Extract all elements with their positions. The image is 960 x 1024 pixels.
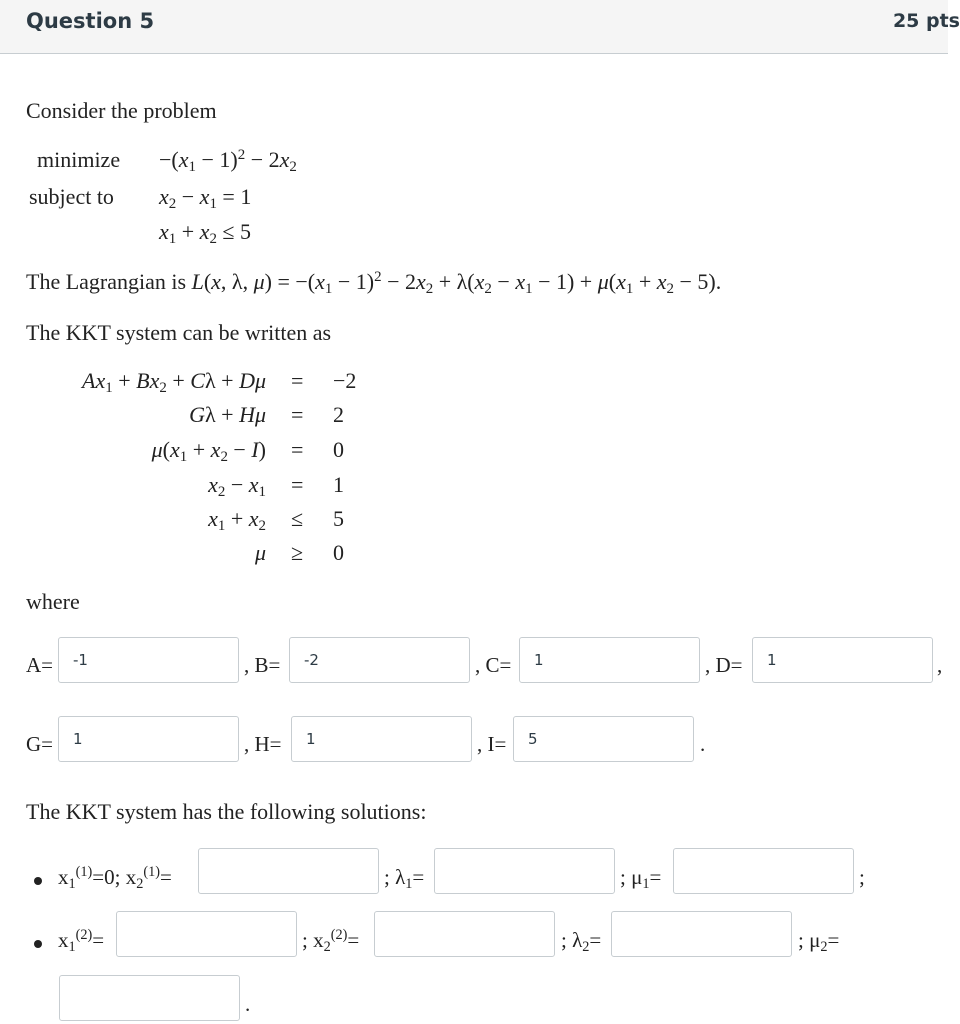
coef-b-input[interactable]: -2 [289,637,470,683]
coef-c-label: , C= [475,653,512,677]
solution-2-lambda-input[interactable] [611,911,792,957]
kkt-row2-rhs: 2 [333,402,344,427]
intro-text: Consider the problem [26,98,217,123]
coef-a-input[interactable]: -1 [58,637,239,683]
coef-a-label: A= [26,653,54,677]
kkt-row2-rel: = [291,402,304,427]
coef-d-label: , D= [705,653,743,677]
kkt-row6-rel: ≥ [291,540,304,565]
kkt-row6-lhs: μ [254,540,266,565]
coef-h-label: , H= [244,732,282,756]
question-header [0,0,960,54]
kkt-row4-lhs: $x_2 - x_1$ [208,472,266,501]
solution-1-x1-value: 0 [104,865,115,889]
question-title: Question 5 [26,9,155,33]
solution-1-x2-input[interactable] [198,848,379,894]
solution-2-period: . [245,992,251,1016]
solution-2-x2-label: ; $x_2^{(2)}=$ [302,927,360,955]
solution-1-x1-text: $x_1^{(1)}=0$; $x_2^{(1)}=$ [58,864,172,892]
kkt-row1-rhs: −2 [333,368,357,393]
minimize-label: minimize [37,147,121,172]
kkt-row1-rel: = [291,368,304,393]
solution-1-mu-input[interactable] [673,848,854,894]
constraint-inequality: $x_1 + x_2 \le 5$ [159,219,251,248]
solution-1-semicolon: ; [859,865,865,889]
solution-2-x1-input[interactable] [116,911,297,957]
kkt-row4-rhs: 1 [333,472,344,497]
objective-expression: $-(x_1 - 1)^2 - 2x_2$ [159,146,297,176]
solution-1-mu-label: ; $\mu_1=$ [620,865,662,892]
coef-i-label: , I= [477,732,507,756]
solution-1-bullet [34,877,42,885]
coef-g-label: G= [26,732,54,756]
kkt-row4-rel: = [291,472,304,497]
question-points: 25 pts [892,10,960,32]
coef-row1-comma: , [937,653,943,677]
coef-row2-period: . [700,732,706,756]
kkt-row5-rhs: 5 [333,506,344,531]
coef-h-input[interactable]: 1 [291,716,472,762]
constraint-equality: $x_2 - x_1 = 1$ [159,184,252,213]
solution-1-lambda-label: ; $\lambda_1=$ [384,865,425,892]
solution-2-lambda-label: ; $\lambda_2=$ [561,928,602,955]
coef-g-input[interactable]: 1 [58,716,239,762]
kkt-row5-rel: ≤ [291,506,304,531]
solution-1-lambda-input[interactable] [434,848,615,894]
coef-b-label: , B= [244,653,281,677]
coef-i-input[interactable]: 5 [513,716,694,762]
solutions-intro: The KKT system has the following solutions: [26,799,427,824]
kkt-row6-rhs: 0 [333,540,344,565]
kkt-row2-lhs: Gλ + Hμ [189,402,266,427]
solution-2-x1-label: $x_1^{(2)}=$ [58,927,105,955]
solution-2-mu-label: ; $\mu_2=$ [798,928,840,955]
subject-to-label: subject to [29,184,114,209]
lagrangian-prefix: The Lagrangian is [26,269,187,294]
kkt-row3-lhs: $\mu(x_1 + x_2 - I)$ [151,437,266,466]
kkt-row1-lhs: $Ax_1 + Bx_2 + C\lambda + D\mu$ [82,368,266,397]
lagrangian-line: The Lagrangian is L(x, λ, $\mu) = -(x_1 - 1)^2 - 2x_2 + \lambda(x_2 - x_1 - 1) + \mu(x_1 + x_2 - 5)$. [26,268,722,298]
coef-d-input[interactable]: 1 [752,637,933,683]
kkt-row3-rhs: 0 [333,437,344,462]
where-label: where [26,589,80,614]
kkt-row3-rel: = [291,437,304,462]
solution-2-x2-input[interactable] [374,911,555,957]
solution-2-bullet [34,940,42,948]
kkt-intro: The KKT system can be written as [26,320,332,345]
solution-2-mu-input[interactable] [59,975,240,1021]
coef-c-input[interactable]: 1 [519,637,700,683]
kkt-row5-lhs: $x_1 + x_2$ [208,506,266,535]
